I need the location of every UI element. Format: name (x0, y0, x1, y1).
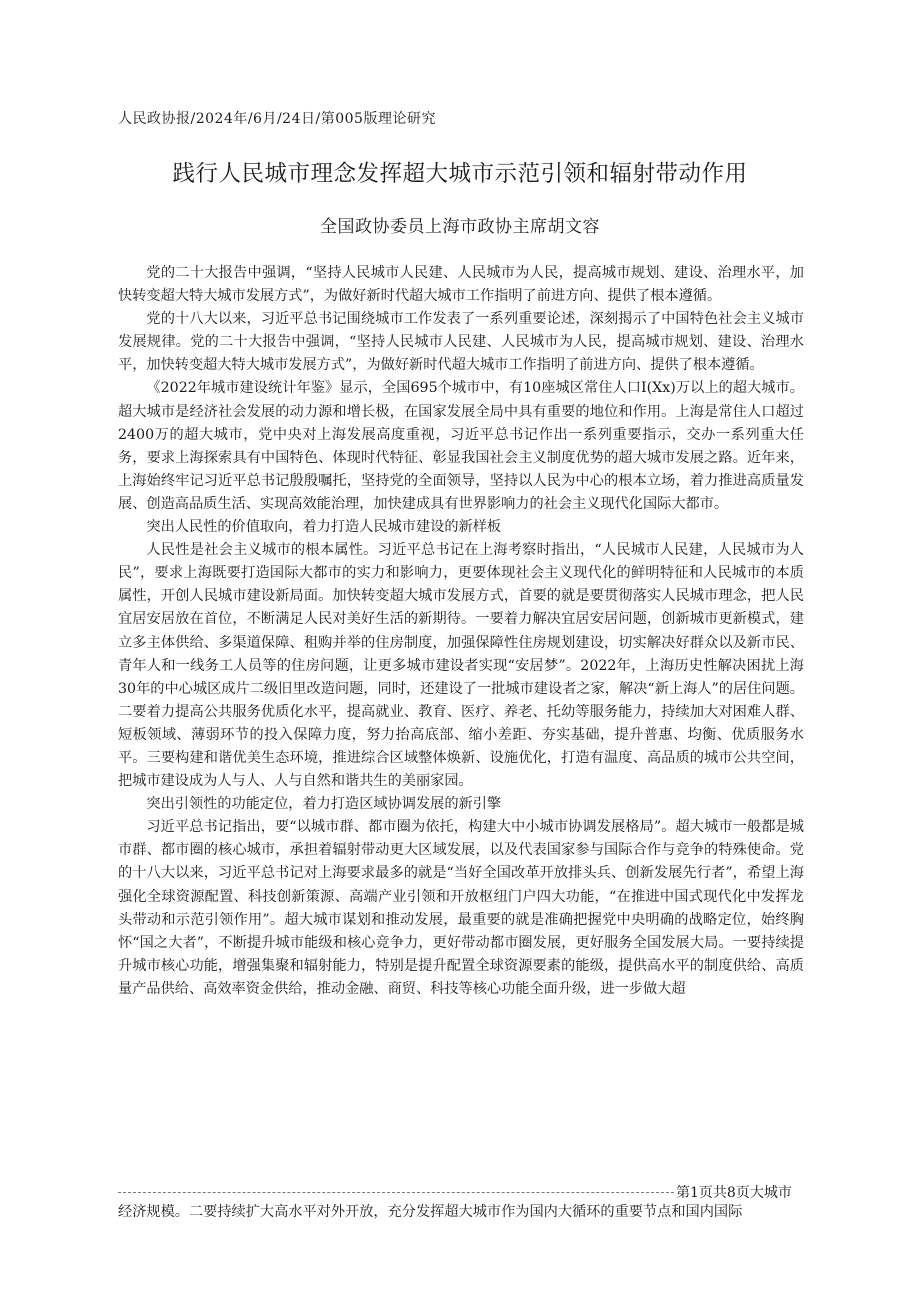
continuation-line: 经济规模。二要持续扩大高水平对外开放，充分发挥超大城市作为国内大循环的重要节点和国内国际 (118, 1204, 743, 1220)
paragraph: 党的十八大以来，习近平总书记围绕城市工作发表了一系列重要论述，深刻揭示了中国特色社会主义城市发展规律。党的二十大报告中强调，“坚持人民城市人民建、人民城市为人民，提高城市规划、建设、治理水平，加快转变超大特大城市发展方式”，为做好新时代超大城市工作指明了前进方向、提供了根本遵循。 (118, 311, 804, 374)
article-body (118, 262, 804, 1001)
paragraph: 人民性是社会主义城市的根本属性。习近平总书记在上海考察时指出，“人民城市人民建，人民城市为人民”，要求上海既要打造国际大都市的实力和影响力，更要体现社会主义现代化的鲜明特征和人民城市的本质属性，开创人民城市建设新局面。加快转变超大城市发展方式，首要的就是要贯彻落实人民城市理念，把人民宜居安居放在首位，不断满足人民对美好生活的新期待。一要着力解决宜居安居问题，创新城市更新模式，建立多主体供给、多渠道保障、租购并举的住房制度，加强保障性住房规划建设，切实解决好群众以及新市民、青年人和一线务工人员等的住房问题，让更多城市建设者实现“安居梦”。2022年，上海历史性解决困扰上海30年的中心城区成片二级旧里改造问题，同时，还建设了一批城市建设者之家，解决“新上海人”的居住问题。二要着力提高公共服务优质化水平，提高就业、教育、医疗、养老、托幼等服务能力，持续加大对困难人群、短板领域、薄弱环节的投入保障力度，努力抬高底部、缩小差距、夯实基础，提升普惠、均衡、优质服务水平。三要构建和谐优美生态环境，推进综合区域整体焕新、设施优化，打造有温度、高品质的城市公共空间，把城市建设成为人与人、人与自然和谐共生的美丽家园。 (118, 542, 804, 790)
paragraph: 党的二十大报告中强调，“坚持人民城市人民建、人民城市为人民，提高城市规划、建设、治理水平，加快转变超大特大城市发展方式”，为做好新时代超大城市工作指明了前进方向、提供了根本遵循。 (118, 265, 804, 305)
source-line: 人民政协报/2024年/6月/24日/第005版理论研究 (118, 111, 436, 127)
footer-divider (118, 1192, 674, 1193)
section-heading: 突出引领性的功能定位，着力打造区域协调发展的新引擎 (146, 796, 502, 813)
page-footer: 第1页共8页大城市 (676, 1185, 792, 1201)
article-author: 全国政协委员上海市政协主席胡文容 (320, 217, 600, 237)
paragraph: 《2022年城市建设统计年鉴》显示，全国695个城市中，有10座城区常住人口I(Xx)万以上的超大城市。超大城市是经济社会发展的动力源和增长极，在国家发展全局中具有重要的地位和作用。上海是常住人口超过2400万的超大城市，党中央对上海发展高度重视，习近平总书记作出一系列重要指示，交办一系列重大任务，要求上海探索具有中国特色、体现时代特征、彰显我国社会主义制度优势的超大城市发展之路。近年来，上海始终牢记习近平总书记殷殷嘱托，坚持党的全面领导，坚持以人民为中心的根本立场，着力推进高质量发展、创造高品质生活、实现高效能治理，加快建成具有世界影响力的社会主义现代化国际大都市。 (118, 380, 804, 512)
paragraph: 习近平总书记指出，要“以城市群、都市圈为依托，构建大中小城市协调发展格局”。超大城市一般都是城市群、都市圈的核心城市，承担着辐射带动更大区域发展，以及代表国家参与国际合作与竞争的特殊使命。党的十八大以来，习近平总书记对上海要求最多的就是“当好全国改革开放排头兵、创新发展先行者”，希望上海强化全球资源配置、科技创新策源、高端产业引领和开放枢纽门户四大功能，“在推进中国式现代化中发挥龙头带动和示范引领作用”。超大城市谋划和推动发展，最重要的就是准确把握党中央明确的战略定位，始终胸怀“国之大者”，不断提升城市能级和核心竞争力，更好带动都市圈发展，更好服务全国发展大局。一要持续提升城市核心功能，增强集聚和辐射能力，特别是提升配置全球资源要素的能级，提供高水平的制度供给、高质量产品供给、高效率资金供给，推动金融、商贸、科技等核心功能全面升级，进一步做大超 (118, 819, 804, 997)
section-heading: 突出人民性的价值取向，着力打造人民城市建设的新样板 (146, 519, 502, 536)
article-title: 践行人民城市理念发挥超大城市示范引领和辐射带动作用 (172, 161, 748, 187)
